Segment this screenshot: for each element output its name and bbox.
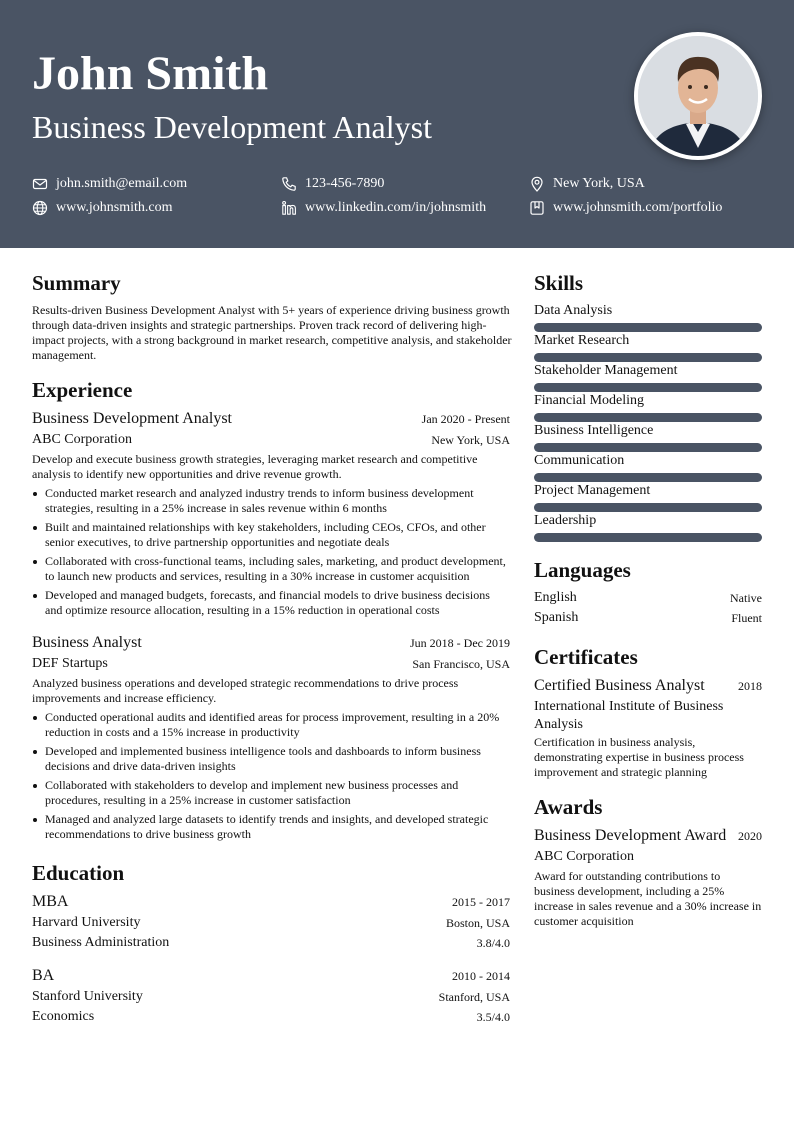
education-field: Economics (32, 1009, 95, 1024)
education-degree: BA (32, 967, 55, 984)
linkedin-text[interactable]: www.linkedin.com/in/johnsmith (305, 200, 487, 215)
certificate-name: Certified Business Analyst (534, 677, 705, 694)
skill-bar (534, 473, 762, 482)
job-dates: Jan 2020 - Present (421, 412, 510, 426)
education-field: Business Administration (32, 935, 170, 950)
education-degree: MBA (32, 893, 69, 910)
job-bullet: Developed and managed budgets, forecasts, and financial models to drive business decisions and optimize resource allocation, resulting in a 15% reduction in operational costs (32, 588, 510, 618)
job-company: ABC Corporation (32, 432, 132, 447)
job-description: Analyzed business operations and developed strategic recommendations to drive process improvements and increase efficiency. (32, 676, 459, 705)
skill-bar (534, 383, 762, 392)
award-year: 2020 (738, 829, 762, 843)
skill-bar (534, 533, 762, 542)
awards-heading: Awards (534, 795, 603, 819)
job-bullets (32, 710, 510, 846)
education-dates: 2010 - 2014 (452, 969, 510, 983)
language-name: English (534, 590, 577, 605)
candidate-name: John Smith (32, 47, 269, 100)
contact-portfolio[interactable] (529, 199, 722, 217)
website-text[interactable]: www.johnsmith.com (56, 200, 173, 215)
profile-photo (634, 32, 762, 160)
job-description: Develop and execute business growth strategies, leveraging market research and competitive analysis to identify new opportunities and drive revenue growth. (32, 452, 478, 481)
portfolio-text[interactable]: www.johnsmith.com/portfolio (553, 200, 723, 215)
education-location: Stanford, USA (438, 990, 510, 1004)
skill-name: Financial Modeling (534, 393, 645, 408)
job-title: Business Development Analyst (32, 410, 232, 427)
award-description: Award for outstanding contributions to business development, including a 25% increase in sales revenue and a 30% increase in customer acquisition (534, 869, 762, 928)
skill-bar (534, 503, 762, 512)
summary-text: Results-driven Business Development Analyst with 5+ years of experience driving business growth through data-driven insights and strategic partnerships. Proven track record of delivering high-impact projects, with a strong background in market research, competitive analysis, and stakeholder management. (32, 303, 512, 362)
job-dates: Jun 2018 - Dec 2019 (410, 636, 510, 650)
language-level: Fluent (731, 611, 762, 625)
language-level: Native (730, 591, 762, 605)
education-dates: 2015 - 2017 (452, 895, 510, 909)
certificate-year: 2018 (738, 679, 762, 693)
candidate-title: Business Development Analyst (32, 109, 432, 145)
skill-name: Market Research (534, 333, 630, 348)
resume-header (0, 0, 794, 248)
summary-heading: Summary (32, 271, 121, 295)
education-school: Harvard University (32, 915, 141, 930)
job-bullet: Collaborated with cross-functional teams, including sales, marketing, and product development, to launch new products and services, resulting in a 30% increase in customer acquisition (32, 554, 510, 584)
job-bullet: Developed and implemented business intelligence tools and dashboards to inform business decisions and drive data-driven insights (32, 744, 510, 774)
certificates-heading: Certificates (534, 645, 638, 669)
skill-bar (534, 353, 762, 362)
skill-name: Data Analysis (534, 303, 613, 318)
education-location: Boston, USA (445, 916, 510, 930)
job-bullet: Built and maintained relationships with key stakeholders, including CEOs, CFOs, and other senior executives, to drive partnership opportunities and negotiate deals (32, 520, 510, 550)
job-location: San Francisco, USA (412, 657, 510, 671)
job-location: New York, USA (431, 433, 510, 447)
job-title: Business Analyst (32, 634, 142, 651)
job-bullet: Collaborated with stakeholders to develop and implement new business processes and procedures, resulting in a 25% increase in customer satisfaction (32, 778, 510, 808)
job-bullets (32, 486, 510, 622)
skill-bar (534, 443, 762, 452)
mail-icon (32, 176, 48, 192)
education-heading: Education (32, 861, 125, 885)
skill-name: Communication (534, 453, 625, 468)
contact-location (529, 175, 645, 193)
education-gpa: 3.8/4.0 (476, 936, 510, 950)
skill-name: Project Management (534, 483, 651, 498)
phone-text[interactable]: 123-456-7890 (305, 176, 385, 191)
education-school: Stanford University (32, 989, 143, 1004)
experience-heading: Experience (32, 378, 133, 402)
location-text: New York, USA (553, 176, 645, 191)
job-company: DEF Startups (32, 656, 108, 671)
bookmark-icon (529, 200, 545, 216)
profile-photo-illustration (638, 36, 758, 156)
skill-bar (534, 413, 762, 422)
contact-email[interactable] (32, 175, 187, 193)
contact-phone[interactable] (281, 175, 384, 193)
education-gpa: 3.5/4.0 (476, 1010, 510, 1024)
award-issuer: ABC Corporation (534, 849, 634, 864)
certificate-issuer: International Institute of Business Analysis (534, 699, 724, 732)
certificate-description: Certification in business analysis, demonstrating expertise in business process improvement and strategic planning (534, 735, 744, 779)
award-name: Business Development Award (534, 827, 727, 844)
phone-icon (281, 176, 297, 192)
location-pin-icon (529, 176, 545, 192)
skill-name: Leadership (534, 513, 597, 528)
language-name: Spanish (534, 610, 579, 625)
languages-heading: Languages (534, 558, 631, 582)
contact-website[interactable] (32, 199, 173, 217)
job-bullet: Managed and analyzed large datasets to identify trends and insights, and developed strategic recommendations to drive business growth (32, 812, 510, 842)
skills-heading: Skills (534, 271, 584, 295)
skill-name: Business Intelligence (534, 423, 654, 438)
linkedin-icon (281, 200, 297, 216)
globe-icon (32, 200, 48, 216)
job-bullet: Conducted market research and analyzed industry trends to inform business development strategies, resulting in a 25% increase in sales revenue within 6 months (32, 486, 510, 516)
job-bullet: Conducted operational audits and identified areas for process improvement, resulting in a 20% reduction in costs and a 15% increase in productivity (32, 710, 510, 740)
contact-linkedin[interactable] (281, 199, 486, 217)
skill-bar (534, 323, 762, 332)
email-text[interactable]: john.smith@email.com (56, 176, 188, 191)
skill-name: Stakeholder Management (534, 363, 678, 378)
